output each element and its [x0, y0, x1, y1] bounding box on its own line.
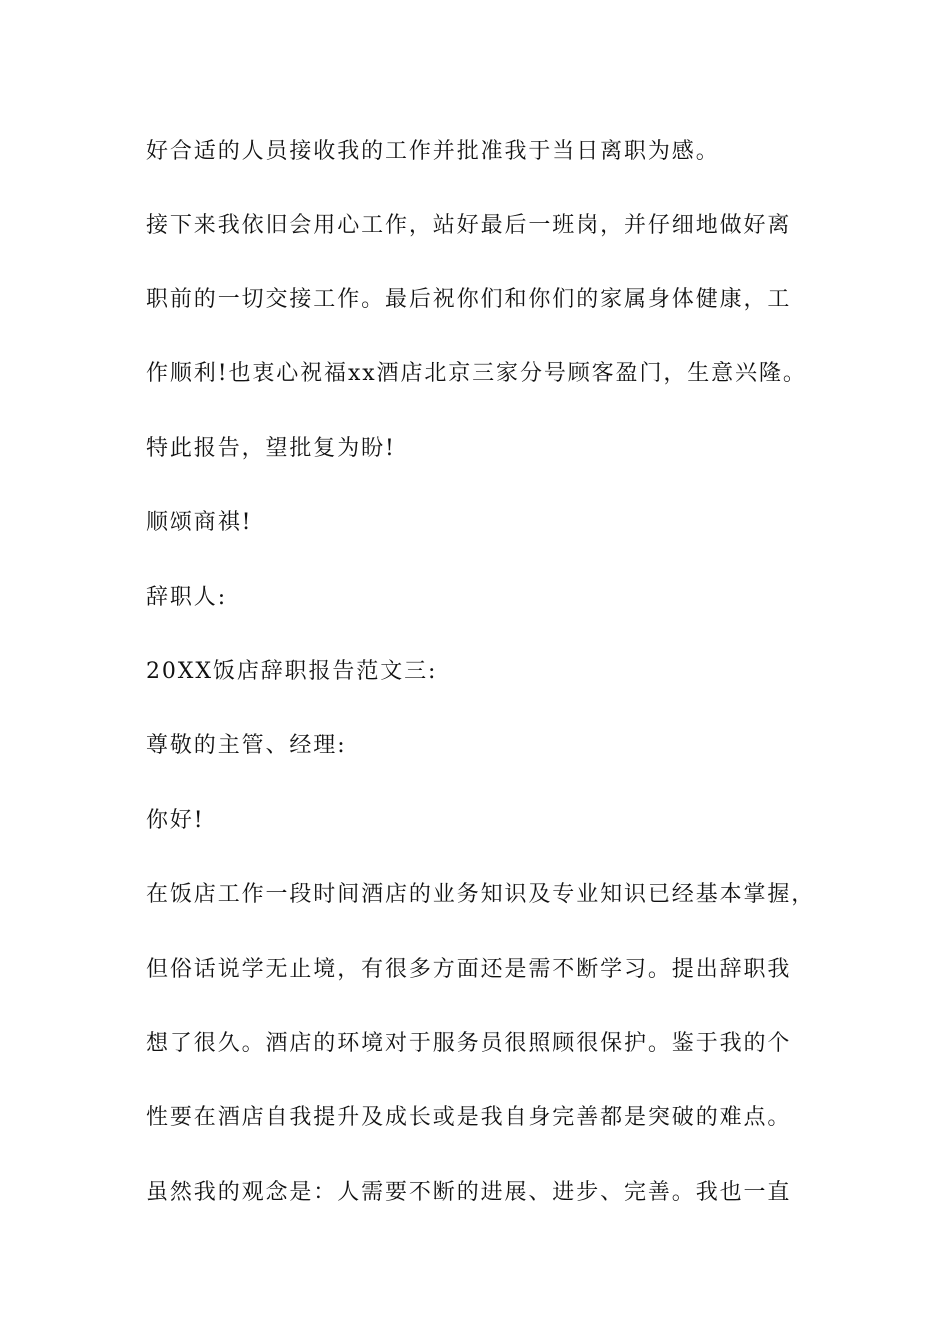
section-heading: 20XX饭店辞职报告范文三:: [146, 659, 438, 684]
paragraph-line: 接下来我依旧会用心工作，站好最后一班岗，并仔细地做好离: [146, 213, 792, 238]
paragraph-line: 虽然我的观念是：人需要不断的进展、进步、完善。我也一直: [146, 1180, 792, 1205]
paragraph-line: 作顺利!也衷心祝福xx酒店北京三家分号顾客盈门，生意兴隆。: [146, 361, 807, 386]
paragraph-line: 在饭店工作一段时间酒店的业务知识及专业知识已经基本掌握，: [146, 882, 816, 907]
closing-salutation: 顺颂商祺!: [146, 510, 253, 535]
greeting: 你好!: [146, 808, 205, 833]
letter-salutation: 尊敬的主管、经理:: [146, 733, 347, 758]
paragraph-line: 性要在酒店自我提升及成长或是我自身完善都是突破的难点。: [146, 1105, 792, 1130]
paragraph-line: 特此报告，望批复为盼!: [146, 436, 396, 461]
signature-label: 辞职人:: [146, 585, 228, 610]
paragraph-line: 想了很久。酒店的环境对于服务员很照顾很保护。鉴于我的个: [146, 1031, 792, 1056]
paragraph-line: 但俗话说学无止境，有很多方面还是需不断学习。提出辞职我: [146, 957, 792, 982]
paragraph-line: 职前的一切交接工作。最后祝你们和你们的家属身体健康，工: [146, 287, 792, 312]
paragraph-line: 好合适的人员接收我的工作并批准我于当日离职为感。: [146, 139, 720, 164]
